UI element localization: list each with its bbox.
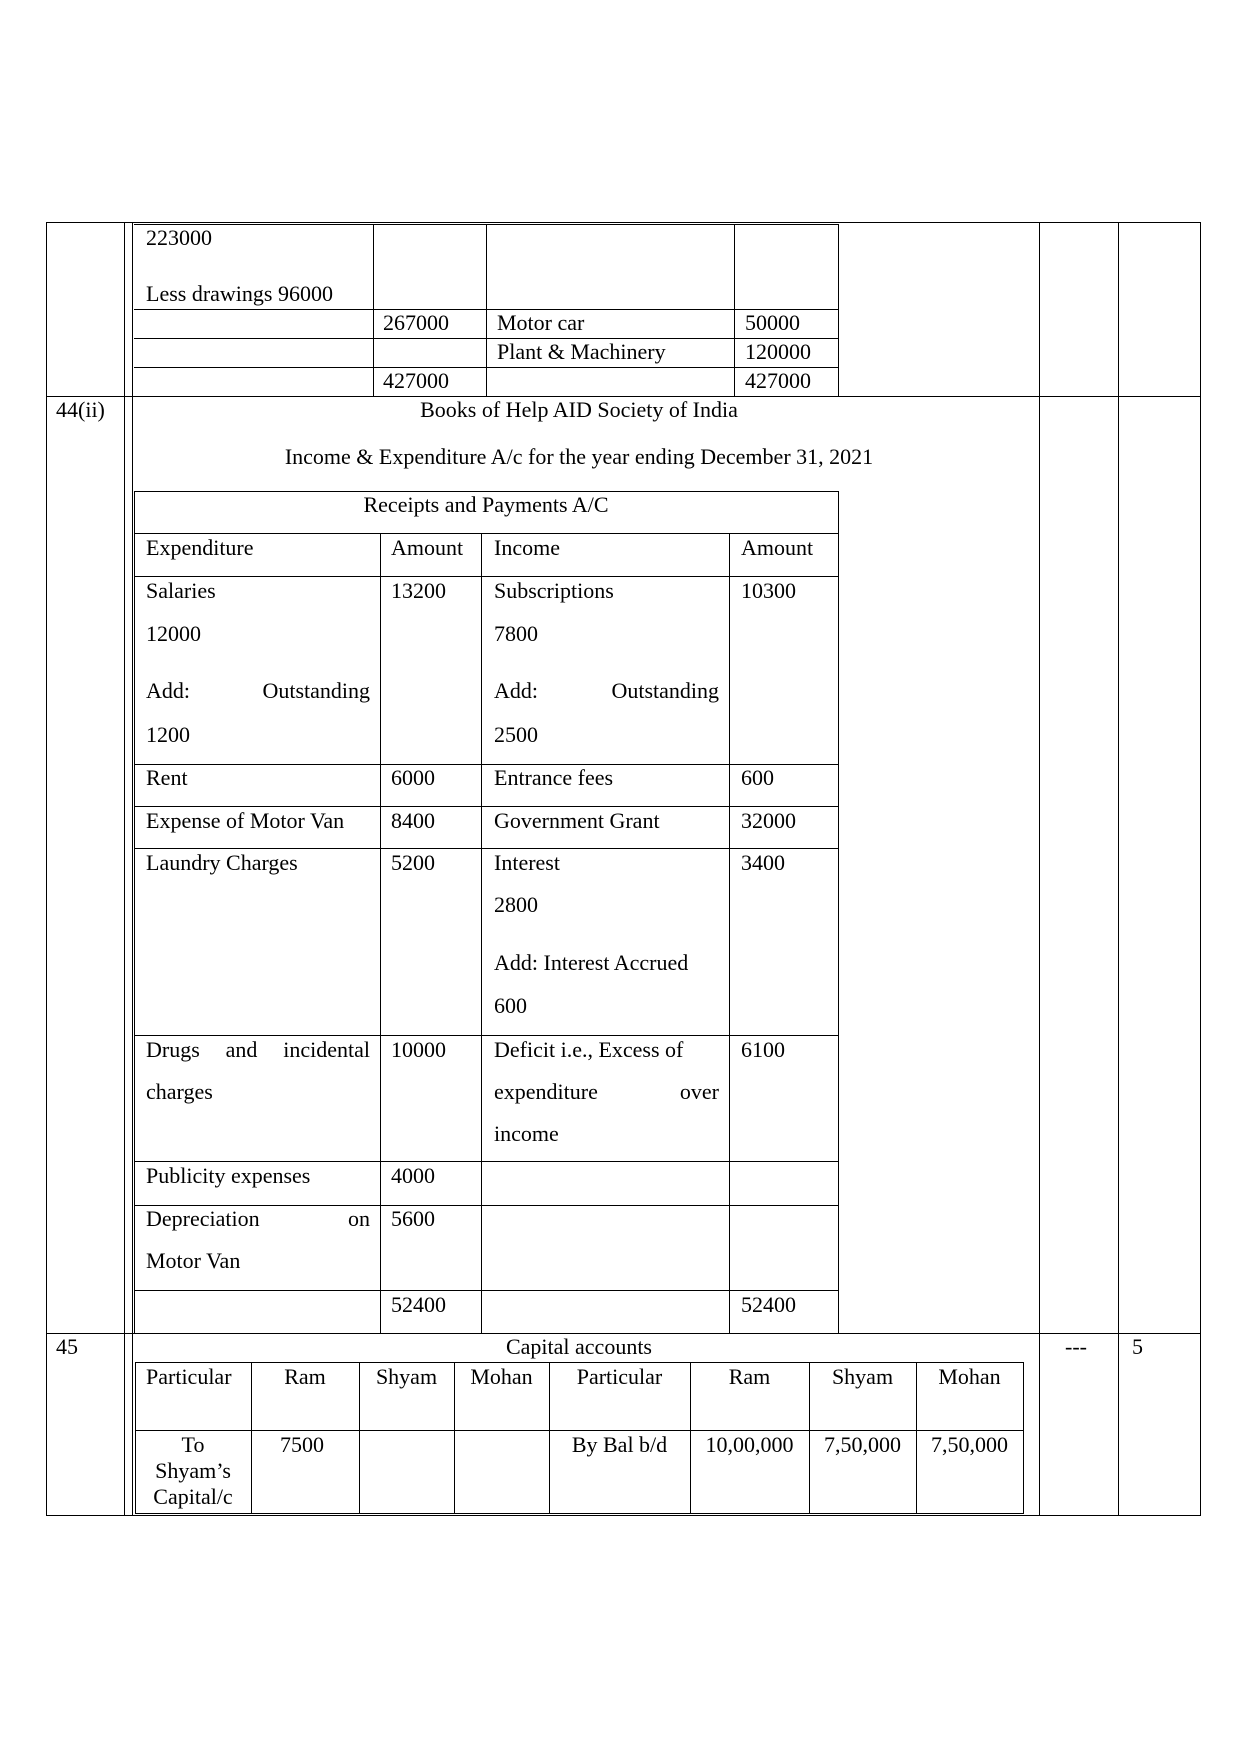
- deficit-line1: Deficit i.e., Excess of: [494, 1037, 684, 1062]
- interest-accrued-value: 600: [494, 993, 527, 1018]
- deficit-amount: 6100: [741, 1037, 785, 1062]
- depreciation-line2: Motor Van: [146, 1248, 241, 1273]
- laundry-amount: 5200: [391, 850, 435, 875]
- interest-amount: 3400: [741, 850, 785, 875]
- header-amount-left: Amount: [391, 535, 464, 560]
- header-income: Income: [494, 535, 560, 560]
- entrance-label: Entrance fees: [494, 765, 614, 790]
- shyam-right-value: 7,50,000: [824, 1432, 901, 1457]
- publicity-amount: 4000: [391, 1163, 435, 1188]
- asset-motor-car: Motor car: [497, 310, 585, 335]
- question-number-44ii: 44(ii): [56, 397, 105, 422]
- capital-net-amount: 267000: [383, 310, 449, 335]
- less-drawings: Less drawings 96000: [146, 281, 333, 306]
- total-expenditure: 52400: [391, 1292, 446, 1317]
- capital-accounts-title: Capital accounts: [505, 1334, 652, 1359]
- particular-left-line1: To: [181, 1432, 205, 1457]
- interest-label: Interest: [494, 850, 560, 875]
- salaries-label: Salaries: [146, 578, 216, 603]
- deficit-line2: expenditure over: [494, 1079, 719, 1104]
- header-expenditure: Expenditure: [146, 535, 254, 560]
- subscriptions-label: Subscriptions: [494, 578, 614, 603]
- total-left: 427000: [383, 368, 449, 393]
- rent-label: Rent: [146, 765, 188, 790]
- ram-right-value: 10,00,000: [705, 1432, 794, 1457]
- col-ram-right: Ram: [728, 1364, 771, 1389]
- col-shyam-left: Shyam: [375, 1364, 438, 1389]
- subscriptions-add-line: Add: Outstanding: [494, 678, 719, 703]
- salaries-add-line: Add: Outstanding: [146, 678, 370, 703]
- subscriptions-base: 7800: [494, 621, 538, 646]
- grant-label: Government Grant: [494, 808, 660, 833]
- col-ram-left: Ram: [284, 1364, 326, 1389]
- drugs-line1: Drugs and incidental: [146, 1037, 370, 1062]
- question-number-45: 45: [56, 1334, 78, 1359]
- q45-marks: 5: [1132, 1334, 1143, 1359]
- motor-car-amount: 50000: [745, 310, 800, 335]
- capital-subtotal: 223000: [146, 225, 212, 250]
- deficit-line3: income: [494, 1121, 559, 1146]
- header-amount-right: Amount: [741, 535, 814, 560]
- motor-van-label: Expense of Motor Van: [146, 808, 345, 833]
- total-right: 427000: [745, 368, 811, 393]
- total-income: 52400: [741, 1292, 796, 1317]
- drugs-line2: charges: [146, 1079, 213, 1104]
- depreciation-line1: Depreciation on: [146, 1206, 370, 1231]
- grant-amount: 32000: [741, 808, 796, 833]
- books-heading: Books of Help AID Society of India: [420, 397, 738, 422]
- drugs-amount: 10000: [391, 1037, 446, 1062]
- col-shyam-right: Shyam: [831, 1364, 894, 1389]
- rent-amount: 6000: [391, 765, 435, 790]
- ram-left-value: 7500: [280, 1432, 324, 1457]
- publicity-label: Publicity expenses: [146, 1163, 311, 1188]
- col-mohan-left: Mohan: [470, 1364, 533, 1389]
- entrance-amount: 600: [741, 765, 774, 790]
- table-title: Receipts and Payments A/C: [363, 492, 609, 517]
- subscriptions-outstanding: 2500: [494, 722, 538, 747]
- interest-accrued-label: Add: Interest Accrued: [494, 950, 689, 975]
- q45-dash: ---: [1065, 1334, 1087, 1359]
- laundry-label: Laundry Charges: [146, 850, 298, 875]
- plant-machinery-amount: 120000: [745, 339, 811, 364]
- col-mohan-right: Mohan: [938, 1364, 1001, 1389]
- particular-left-line3: Capital/c: [153, 1484, 233, 1509]
- account-heading: Income & Expenditure A/c for the year ending December 31, 2021: [284, 444, 874, 469]
- salaries-amount: 13200: [391, 578, 446, 603]
- col-particular-left: Particular: [146, 1364, 232, 1389]
- depreciation-amount: 5600: [391, 1206, 435, 1231]
- col-particular-right: Particular: [576, 1364, 663, 1389]
- salaries-base: 12000: [146, 621, 201, 646]
- interest-base: 2800: [494, 892, 538, 917]
- salaries-outstanding: 1200: [146, 722, 190, 747]
- subscriptions-amount: 10300: [741, 578, 796, 603]
- particular-left-line2: Shyam’s: [155, 1458, 231, 1483]
- particular-right-value: By Bal b/d: [571, 1432, 668, 1457]
- motor-van-amount: 8400: [391, 808, 435, 833]
- mohan-right-value: 7,50,000: [931, 1432, 1008, 1457]
- asset-plant-machinery: Plant & Machinery: [497, 339, 666, 364]
